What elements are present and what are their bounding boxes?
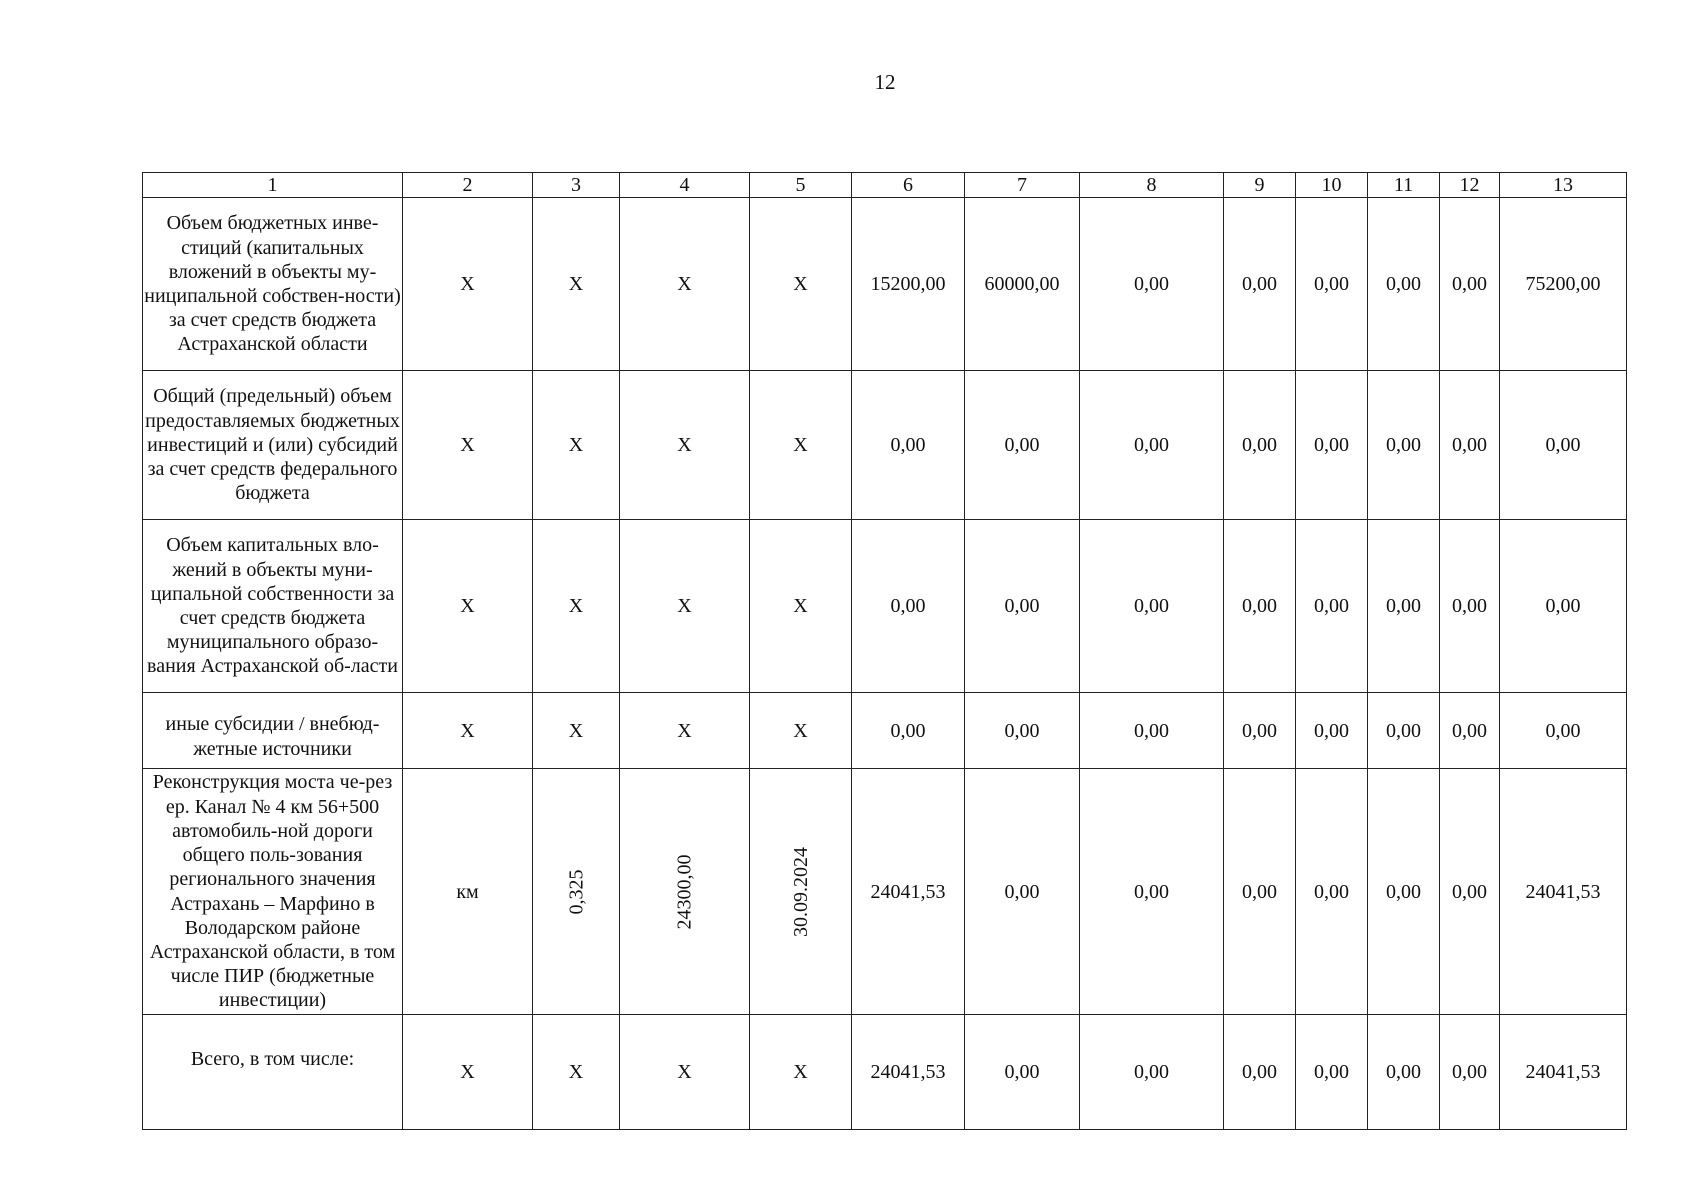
cell-unit: км bbox=[403, 769, 533, 1015]
column-header: 1 bbox=[143, 173, 403, 198]
column-header: 7 bbox=[965, 173, 1080, 198]
cell-value: 0,00 bbox=[1440, 1015, 1500, 1130]
cell-value: 0,00 bbox=[1440, 520, 1500, 693]
cell-value: 0,00 bbox=[1224, 1015, 1296, 1130]
row-description: Общий (предельный) объем предоставляемых бюджетных инвестиций и (или) субсидий за счет средств федерального бюджета bbox=[143, 371, 403, 520]
rotated-cost: 24300,00 bbox=[673, 854, 696, 929]
cell-value: 0,00 bbox=[1500, 693, 1627, 769]
column-header: 12 bbox=[1440, 173, 1500, 198]
table-row bbox=[143, 769, 1627, 1015]
column-header: 6 bbox=[852, 173, 965, 198]
cell-value: 15200,00 bbox=[852, 198, 965, 371]
page-number: 12 bbox=[874, 70, 896, 94]
budget-table bbox=[142, 172, 1627, 1130]
column-header: 11 bbox=[1368, 173, 1440, 198]
cell-capacity: X bbox=[533, 198, 620, 371]
cell-value: 0,00 bbox=[1440, 769, 1500, 1015]
cell-unit: X bbox=[403, 198, 533, 371]
row-description: Объем капитальных вло-жений в объекты муни-ципальной собственности за счет средств бюджета муниципального образо-вания Астраханской об-ласти bbox=[143, 520, 403, 693]
cell-value: 0,00 bbox=[965, 520, 1080, 693]
cell-value: 0,00 bbox=[1080, 371, 1224, 520]
row-description: Объем бюджетных инве-стиций (капитальных вложений в объекты му-ниципальной собствен-ности) за счет средств бюджета Астраханской области bbox=[143, 198, 403, 371]
cell-value: 0,00 bbox=[1500, 520, 1627, 693]
column-header: 3 bbox=[533, 173, 620, 198]
cell-value: 24041,53 bbox=[1500, 1015, 1627, 1130]
cell-value: 0,00 bbox=[1296, 769, 1368, 1015]
cell-value: 0,00 bbox=[965, 1015, 1080, 1130]
cell-value: 0,00 bbox=[1440, 371, 1500, 520]
cell-value: 0,00 bbox=[1080, 693, 1224, 769]
cell-capacity: X bbox=[533, 371, 620, 520]
cell-value: 0,00 bbox=[1368, 198, 1440, 371]
cell-value: 0,00 bbox=[965, 371, 1080, 520]
cell-cost bbox=[620, 769, 750, 1015]
cell-value: 0,00 bbox=[852, 520, 965, 693]
column-header: 8 bbox=[1080, 173, 1224, 198]
cell-unit: X bbox=[403, 1015, 533, 1130]
cell-value: 0,00 bbox=[1440, 693, 1500, 769]
cell-value: 0,00 bbox=[1368, 520, 1440, 693]
row-description: Реконструкция моста че-рез ер. Канал № 4 км 56+500 автомобиль-ной дороги общего поль-зования регионального значения Астрахань – Марфино в Володарском районе Астраханской области, в том числе ПИР (бюджетные инвестиции) bbox=[143, 769, 403, 1015]
cell-deadline: X bbox=[750, 693, 852, 769]
table-row bbox=[143, 520, 1627, 693]
cell-unit: X bbox=[403, 520, 533, 693]
cell-cost: X bbox=[620, 1015, 750, 1130]
cell-value: 0,00 bbox=[1296, 1015, 1368, 1130]
cell-value: 0,00 bbox=[1080, 520, 1224, 693]
cell-cost: X bbox=[620, 693, 750, 769]
cell-value: 24041,53 bbox=[852, 1015, 965, 1130]
cell-value: 0,00 bbox=[1224, 693, 1296, 769]
header-row bbox=[143, 173, 1627, 198]
cell-value: 0,00 bbox=[1296, 198, 1368, 371]
cell-value: 0,00 bbox=[1368, 1015, 1440, 1130]
cell-deadline: X bbox=[750, 371, 852, 520]
rotated-deadline: 30.09.2024 bbox=[789, 846, 812, 937]
column-header: 9 bbox=[1224, 173, 1296, 198]
column-header: 5 bbox=[750, 173, 852, 198]
row-description: иные субсидии / внебюд-жетные источники bbox=[143, 693, 403, 769]
column-header: 13 bbox=[1500, 173, 1627, 198]
cell-value: 0,00 bbox=[852, 693, 965, 769]
cell-cost: X bbox=[620, 371, 750, 520]
cell-value: 0,00 bbox=[1368, 371, 1440, 520]
cell-value: 0,00 bbox=[1368, 693, 1440, 769]
cell-value: 0,00 bbox=[1296, 520, 1368, 693]
cell-value: 0,00 bbox=[1296, 693, 1368, 769]
cell-value: 0,00 bbox=[852, 371, 965, 520]
cell-value: 0,00 bbox=[1440, 198, 1500, 371]
cell-unit: X bbox=[403, 371, 533, 520]
cell-value: 0,00 bbox=[1080, 1015, 1224, 1130]
cell-deadline: X bbox=[750, 520, 852, 693]
cell-value: 0,00 bbox=[1296, 371, 1368, 520]
cell-cost: X bbox=[620, 520, 750, 693]
table-row bbox=[143, 198, 1627, 371]
cell-deadline: X bbox=[750, 1015, 852, 1130]
table-row bbox=[143, 371, 1627, 520]
cell-value: 0,00 bbox=[1080, 198, 1224, 371]
cell-capacity: X bbox=[533, 693, 620, 769]
cell-value: 0,00 bbox=[1080, 769, 1224, 1015]
cell-value: 0,00 bbox=[1224, 371, 1296, 520]
cell-value: 0,00 bbox=[1224, 520, 1296, 693]
cell-cost: X bbox=[620, 198, 750, 371]
cell-value: 0,00 bbox=[965, 693, 1080, 769]
cell-value: 0,00 bbox=[1368, 769, 1440, 1015]
cell-value: 0,00 bbox=[1500, 371, 1627, 520]
row-description: Всего, в том числе: bbox=[143, 1015, 403, 1130]
cell-deadline: X bbox=[750, 198, 852, 371]
table-row bbox=[143, 1015, 1627, 1130]
cell-value: 0,00 bbox=[1224, 198, 1296, 371]
cell-value: 24041,53 bbox=[1500, 769, 1627, 1015]
column-header: 4 bbox=[620, 173, 750, 198]
table-row bbox=[143, 693, 1627, 769]
cell-unit: X bbox=[403, 693, 533, 769]
cell-value: 60000,00 bbox=[965, 198, 1080, 371]
column-header: 10 bbox=[1296, 173, 1368, 198]
cell-value: 24041,53 bbox=[852, 769, 965, 1015]
cell-value: 0,00 bbox=[965, 769, 1080, 1015]
column-header: 2 bbox=[403, 173, 533, 198]
cell-value: 75200,00 bbox=[1500, 198, 1627, 371]
cell-capacity bbox=[533, 769, 620, 1015]
cell-capacity: X bbox=[533, 520, 620, 693]
cell-capacity: X bbox=[533, 1015, 620, 1130]
rotated-capacity: 0,325 bbox=[565, 869, 587, 914]
cell-value: 0,00 bbox=[1224, 769, 1296, 1015]
cell-deadline bbox=[750, 769, 852, 1015]
